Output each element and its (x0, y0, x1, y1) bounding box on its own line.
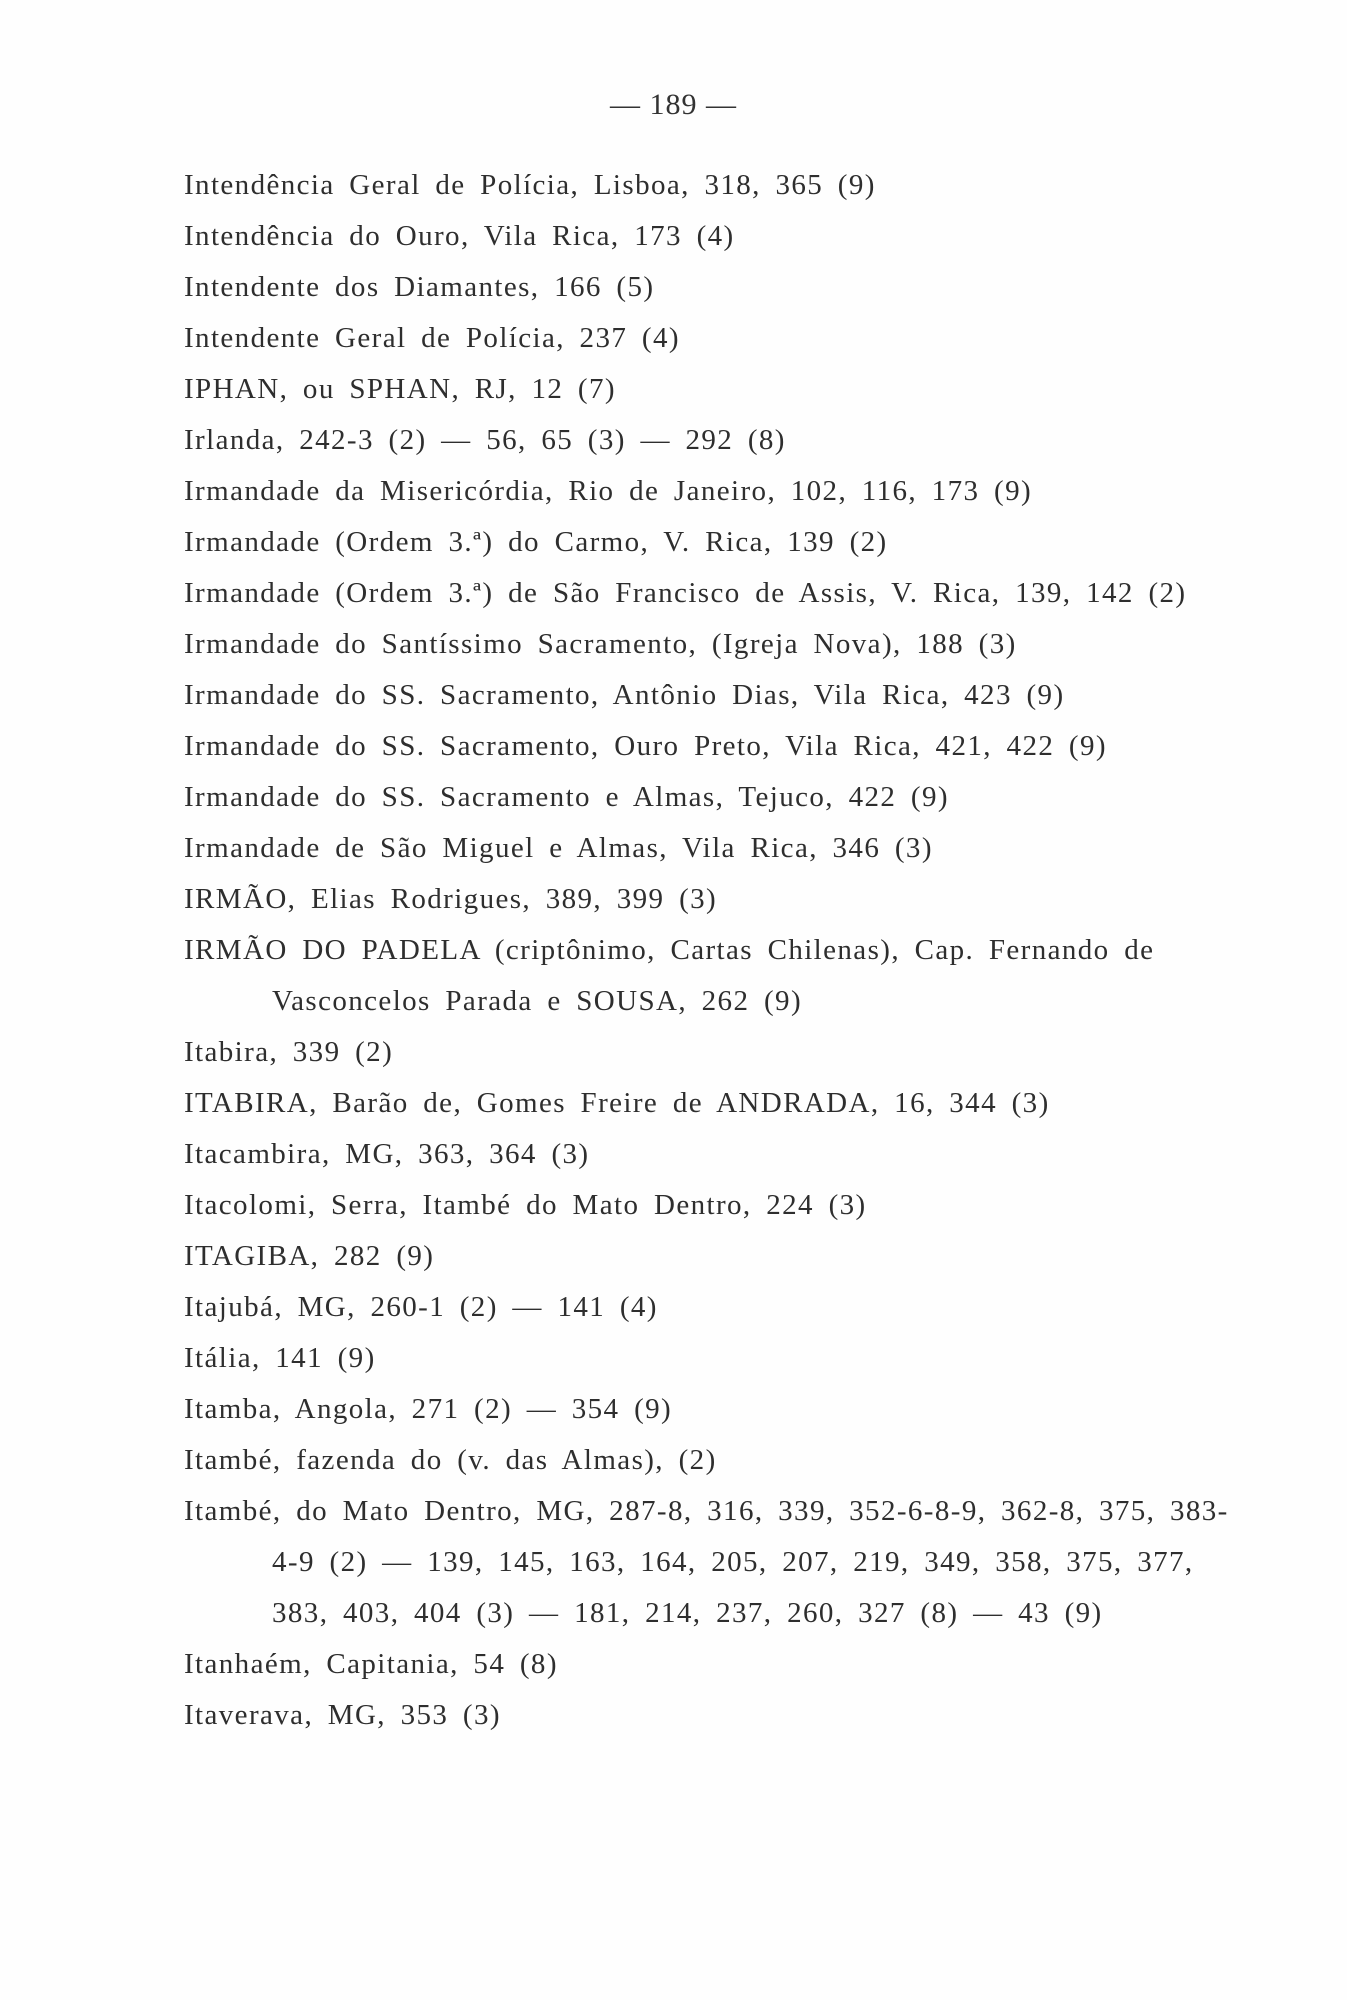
index-list (184, 160, 1244, 1741)
index-entry: Irmandade (Ordem 3.ª) do Carmo, V. Rica, 139 (2) (184, 526, 888, 558)
index-entry: Intendência do Ouro, Vila Rica, 173 (4) (184, 220, 735, 252)
index-entry: Itaverava, MG, 353 (3) (184, 1699, 501, 1731)
index-entry: Intendente Geral de Polícia, 237 (4) (184, 322, 680, 354)
index-entry: Irmandade (Ordem 3.ª) de São Francisco de Assis, V. Rica, 139, 142 (2) (184, 577, 1187, 609)
index-entry: Irmandade do Santíssimo Sacramento, (Igreja Nova), 188 (3) (184, 628, 1017, 660)
index-entry: Itália, 141 (9) (184, 1342, 376, 1374)
page-number: — 189 — (610, 88, 737, 121)
index-entry: ITABIRA, Barão de, Gomes Freire de ANDRADA, 16, 344 (3) (184, 1087, 1050, 1119)
index-entry: Irmandade do SS. Sacramento, Ouro Preto, Vila Rica, 421, 422 (9) (184, 730, 1107, 762)
index-entry: Itambé, fazenda do (v. das Almas), (2) (184, 1444, 717, 1476)
index-entry: Itamba, Angola, 271 (2) — 354 (9) (184, 1393, 673, 1425)
index-entry: ITAGIBA, 282 (9) (184, 1240, 435, 1272)
index-entry: IRMÃO, Elias Rodrigues, 389, 399 (3) (184, 883, 718, 915)
index-entry: Itambé, do Mato Dentro, MG, 287-8, 316, 339, 352-6-8-9, 362-8, 375, 383-4-9 (2) — 139, 145, 163, 164, 205, 207, 219, 349, 358, 375, 377, 383, 403, 404 (3) — 181, 214, 237, 260, 327 (8) — 43 (9) (184, 1495, 1229, 1629)
index-entry: IPHAN, ou SPHAN, RJ, 12 (7) (184, 373, 616, 405)
index-entry: IRMÃO DO PADELA (criptônimo, Cartas Chilenas), Cap. Fernando de Vasconcelos Parada e SOUSA, 262 (9) (184, 934, 1155, 1017)
index-entry: Irmandade da Misericórdia, Rio de Janeiro, 102, 116, 173 (9) (184, 475, 1033, 507)
index-entry: Irmandade de São Miguel e Almas, Vila Rica, 346 (3) (184, 832, 933, 864)
index-entry: Itacolomi, Serra, Itambé do Mato Dentro, 224 (3) (184, 1189, 867, 1221)
index-entry: Irlanda, 242-3 (2) — 56, 65 (3) — 292 (8) (184, 424, 786, 456)
index-entry: Intendente dos Diamantes, 166 (5) (184, 271, 655, 303)
index-entry: Itabira, 339 (2) (184, 1036, 394, 1068)
index-entry: Irmandade do SS. Sacramento e Almas, Tejuco, 422 (9) (184, 781, 949, 813)
index-entry: Irmandade do SS. Sacramento, Antônio Dias, Vila Rica, 423 (9) (184, 679, 1065, 711)
index-entry: Itanhaém, Capitania, 54 (8) (184, 1648, 558, 1680)
index-entry: Intendência Geral de Polícia, Lisboa, 318, 365 (9) (184, 169, 876, 201)
index-entry: Itacambira, MG, 363, 364 (3) (184, 1138, 590, 1170)
index-entry: Itajubá, MG, 260-1 (2) — 141 (4) (184, 1291, 658, 1323)
